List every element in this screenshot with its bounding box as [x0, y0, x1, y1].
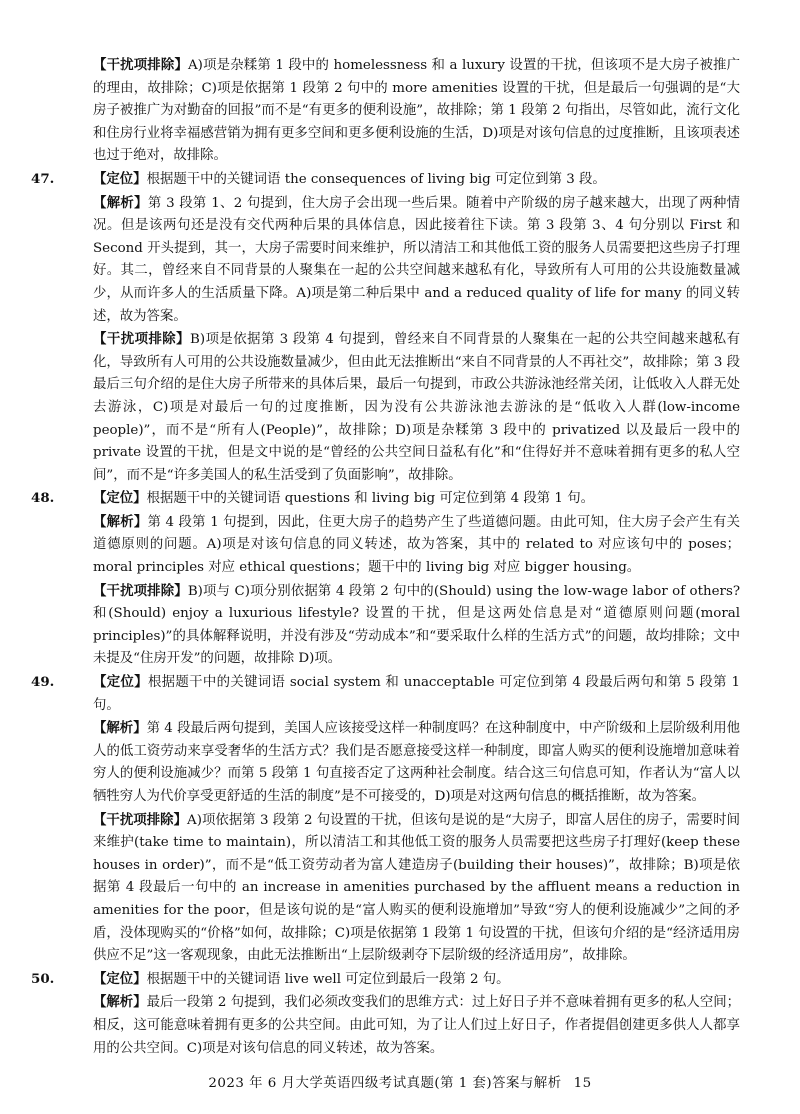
- question-number: 50.: [31, 970, 55, 987]
- locate-text: 根据题干中的关键词语 social system 和 unacceptable 可定位到第 4 段最后两句和第 5 段第 1 句。: [93, 675, 740, 713]
- page-footer: [0, 1073, 800, 1096]
- distractor-paragraph: [93, 580, 740, 671]
- question-47: [31, 168, 741, 487]
- analysis-paragraph: [93, 511, 740, 580]
- distractor-text: A)项依据第 3 段第 2 句设置的干扰，但该句是说的是“大房子，即富人居住的房子，需要时间来维护(take time to maintain)，所以清洁工和其他低工资的服务人员需要把这些房子打理好(keep these houses in order)”，而不是“低工资劳动者为富人建造房子(building their houses)”，故排除；B)项是依据第 4 段最后一句中的 an increase in amenities purchased by the affluent means a reduction in amenities for the poor，但是该句说的是“富人购买的便利设施增加”导致“穷人的便利设施减少”之间的矛盾，没体现购买的“价格”如何，故排除；C)项是依据第 1 段第 1 句设置的干扰，但该句介绍的是“经济适用房供应不足”这一客观现象，由此无法推断出“上层阶级剥夺下层阶级的经济适用房”，故排除。: [93, 812, 741, 964]
- analysis-tag: 【解析】: [93, 994, 147, 1011]
- locate-text: 根据题干中的关键词语 live well 可定位到最后一段第 2 句。: [146, 971, 510, 987]
- analysis-tag: 【解析】: [93, 513, 148, 530]
- analysis-text: 第 4 段第 1 句提到，因此，住更大房子的趋势产生了些道德问题。由此可知，住大房子会产生有关道德原则的问题。A)项是对该句信息的同义转述，故为答案，其中的 related to 对应该句中的 poses；moral principles 对应 ethical questions；题干中的 living big 对应 bigger housing。: [93, 514, 741, 576]
- footer-title: 2023 年 6 月大学英语四级考试真题(第 1 套)答案与解析: [208, 1076, 562, 1091]
- analysis-text: 第 4 段最后两句提到，美国人应该接受这样一种制度吗？在这种制度中，中产阶级和上层阶级利用他人的低工资劳动来享受奢华的生活方式？我们是否愿意接受这样一种制度，即富人购买的便利设施增加意味着穷人的便利设施减少？而第 5 段第 1 句直接否定了这两种社会制度。结合这三句信息可知，作者认为“富人以牺牲穷人为代价享受更舒适的生活的制度”是不可接受的，D)项是对这两句信息的概括推断，故为答案。: [93, 721, 741, 804]
- locate-paragraph: [93, 968, 740, 992]
- analysis-paragraph: [93, 717, 740, 808]
- locate-paragraph: [93, 487, 740, 511]
- analysis-paragraph: [93, 192, 740, 329]
- analysis-paragraph: [93, 991, 740, 1060]
- locate-tag: 【定位】: [93, 674, 148, 691]
- locate-tag: 【定位】: [93, 970, 147, 987]
- distractor-tag: 【干扰项排除】: [93, 582, 188, 599]
- locate-tag: 【定位】: [93, 170, 147, 187]
- locate-paragraph: [93, 168, 740, 192]
- distractor-paragraph: [93, 809, 740, 968]
- locate-tag: 【定位】: [93, 490, 147, 507]
- question-number: 49.: [31, 674, 55, 691]
- intro-text: A)项是杂糅第 1 段中的 homelessness 和 a luxury 设置的干扰，但该项不是大房子被推广的理由，故排除；C)项是依据第 1 段第 2 句中的 more amenities 设置的干扰，但是最后一句强调的是“大房子被推广为对勤奋的回报”而不是“有更多的便利设施”，故排除；第 1 段第 2 句指出，尽管如此，流行文化和住房行业将幸福感营销为拥有更多空间和更多便利设施的生活，D)项是对该句信息的过度推断，且该项表述也过于绝对，故排除。: [93, 58, 740, 164]
- intro-paragraph: [93, 54, 740, 168]
- question-number: 47.: [31, 170, 55, 187]
- analysis-tag: 【解析】: [93, 720, 147, 737]
- question-49: [31, 671, 741, 968]
- page-number: 15: [573, 1076, 592, 1091]
- analysis-tag: 【解析】: [93, 194, 148, 211]
- distractor-paragraph: [93, 328, 740, 487]
- distractor-text: B)项是依据第 3 段第 4 句提到，曾经来自不同背景的人聚集在一起的公共空间越来越私有化，导致所有人可用的公共设施数量减少，但由此无法推断出“来自不同背景的人不再社交”，故排除；第 3 段最后三句介绍的是住大房子所带来的具体后果，最后一句提到，市政公共游泳池经常关闭，让低收入人群无处去游泳，C)项是对最后一句的过度推断，因为没有公共游泳池去游泳的是“低收入人群(low-income people)”，而不是“所有人(People)”，故排除；D)项是杂糅第 3 段中的 privatized 以及最后一段中的 private 设置的干扰，但是文中说的是“曾经的公共空间日益私有化”和“住得好并不意味着拥有更多的私人空间”，而不是“许多美国人的私生活受到了负面影响”，故排除。: [93, 332, 740, 483]
- locate-text: 根据题干中的关键词语 questions 和 living big 可定位到第 4 段第 1 句。: [146, 491, 594, 507]
- distractor-tag: 【干扰项排除】: [93, 811, 188, 828]
- question-48: [31, 487, 741, 671]
- locate-text: 根据题干中的关键词语 the consequences of living big 可定位到第 3 段。: [146, 171, 606, 187]
- distractor-text: B)项与 C)项分别依据第 4 段第 2 句中的(Should) using the low-wage labor of others? 和(Should) enjoy a luxurious lifestyle? 设置的干扰，但是这两处信息是对“道德原则问题(moral principles)”的具体解释说明，并没有涉及“劳动成本”和“要采取什么样的生活方式”的问题，故均排除；文中未提及“住房开发”的问题，故排除 D)项。: [93, 583, 740, 667]
- question-50: [31, 968, 741, 1060]
- intro-tag: 【干扰项排除】: [93, 57, 189, 73]
- analysis-text: 第 3 段第 1、2 句提到，住大房子会出现一些后果。随着中产阶级的房子越来越大，出现了两种情况。但是该两句还是没有交代两种后果的具体信息，因此接着往下读。第 3 段第 3、4 句分别以 First 和 Second 开头提到，其一，大房子需要时间来维护，所以清洁工和其他低工资的服务人员需要把这些房子打理好。其二，曾经来自不同背景的人聚集在一起的公共空间越来越私有化，导致所有人可用的公共设施数量减少，从而许多人的生活质量下降。A)项是第二种后果中 and a reduced quality of life for many 的同义转述，故为答案。: [93, 195, 741, 324]
- analysis-text: 最后一段第 2 句提到，我们必须改变我们的思维方式：过上好日子并不意味着拥有更多的私人空间；相反，这可能意味着拥有更多的公共空间。由此可知，为了让人们过上好日子，作者提倡创建更多供人人都享用的公共空间。C)项是对该句信息的同义转述，故为答案。: [93, 995, 741, 1056]
- locate-paragraph: [93, 671, 740, 717]
- question-number: 48.: [31, 490, 55, 507]
- distractor-tag: 【干扰项排除】: [93, 331, 191, 348]
- intro-section: [62, 54, 740, 168]
